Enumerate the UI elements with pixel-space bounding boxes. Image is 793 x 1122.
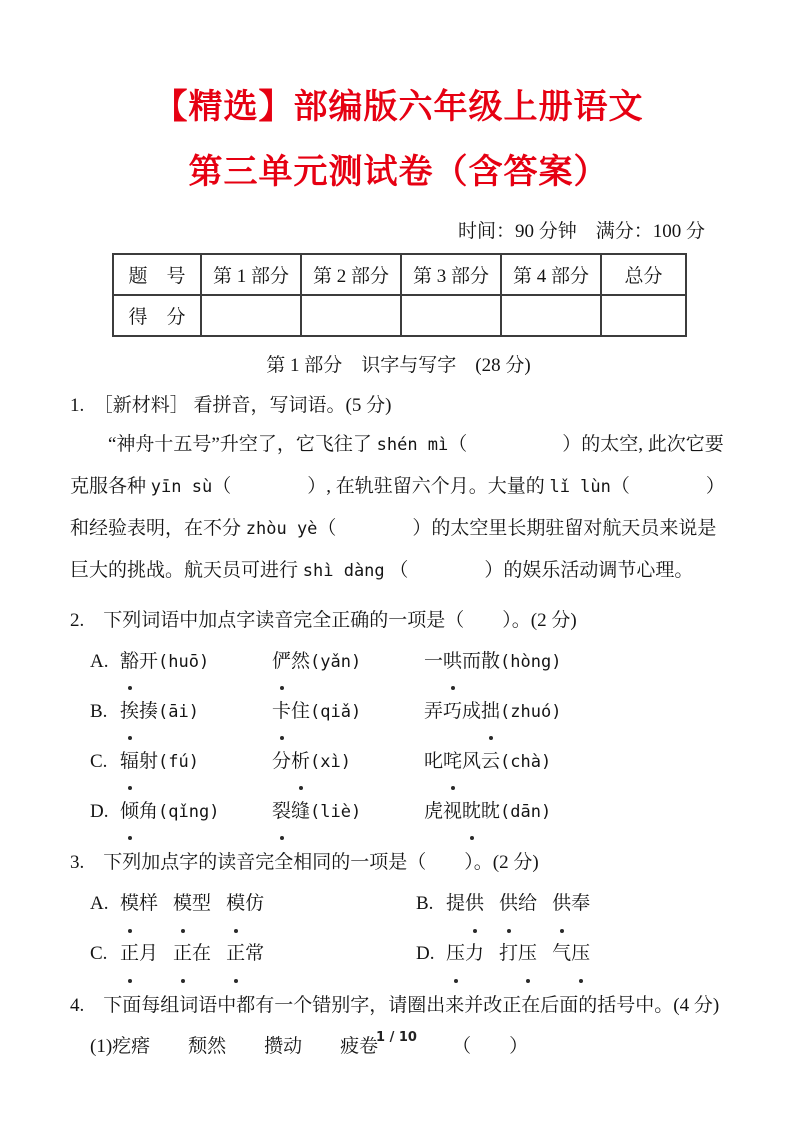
paper-title-line1: 【精选】部编版六年级上册语文	[153, 89, 644, 126]
question3-option-c	[90, 931, 416, 977]
score-table-header-row	[113, 254, 686, 295]
dotted-word: 裂缝(liè)	[272, 790, 424, 834]
question3-stem: 3. 下列加点字的读音完全相同的一项是（ ）。(2 分)	[70, 852, 539, 874]
section1-heading: 第 1 部分 识字与写字 (28 分)	[266, 355, 531, 377]
score-cell-part4	[501, 295, 601, 336]
dotted-word: 正在	[173, 943, 211, 964]
score-table-header-part2: 第 2 部分	[301, 254, 401, 295]
pinyin-hint: shì dàng	[302, 560, 385, 581]
passage-text: （ ）的太空, 此次它要	[448, 433, 724, 455]
question3-option-d	[416, 931, 605, 977]
passage-text: （ ）, 在轨驻留六个月。大量的	[212, 475, 550, 497]
score-table-header-part3: 第 3 部分	[401, 254, 501, 295]
option-label: C.	[90, 942, 108, 964]
passage-text: “神舟十五号”升空了，它飞往了	[108, 433, 377, 455]
option-label: B.	[416, 892, 434, 914]
score-table-header-part1: 第 1 部分	[201, 254, 301, 295]
question2-stem: 2. 下列词语中加点字读音完全正确的一项是（ ）。(2 分)	[70, 609, 577, 631]
pinyin-hint: shén mì	[376, 434, 449, 455]
score-cell-total	[601, 295, 686, 336]
score-table	[112, 253, 687, 337]
dotted-word: 一哄而散(hòng)	[424, 640, 561, 684]
paper-title-line2: 第三单元测试卷（含答案）	[188, 154, 609, 192]
dotted-word: 豁开(huō)	[120, 640, 272, 684]
score-table-score-row	[113, 295, 686, 336]
question3-option-b	[416, 881, 605, 927]
pinyin: (dān)	[500, 802, 552, 823]
pinyin: (zhuó)	[500, 702, 562, 723]
dotted-word: 正月	[120, 943, 158, 964]
dotted-word: 弄巧成拙(zhuó)	[424, 690, 561, 734]
item-words: 疙瘩 颓然 攒动 疲卷	[112, 1036, 379, 1058]
score-cell-part1	[201, 295, 301, 336]
option-label: C.	[90, 751, 108, 773]
dotted-word: 俨然(yǎn)	[272, 640, 424, 684]
question1-stem: 1. ［新材料］ 看拼音，写词语。(5 分)	[70, 395, 392, 417]
passage-text: （ ）的太空里长期驻留对航天员来说是	[317, 517, 717, 539]
pinyin: (liè)	[310, 802, 362, 823]
option-label: D.	[416, 942, 435, 964]
dotted-word: 提供	[446, 893, 484, 914]
score-table-header-part4: 第 4 部分	[501, 254, 601, 295]
dotted-word: 供奉	[552, 893, 590, 914]
answer-blank: （ ）	[452, 1036, 529, 1058]
passage-line	[70, 466, 727, 508]
dotted-word: 叱咤风云(chà)	[424, 740, 551, 784]
question2-option-a	[90, 640, 727, 684]
passage-text: 和经验表明，在不分	[70, 517, 246, 539]
question2-option-b	[90, 690, 727, 734]
dotted-word: 打压	[499, 943, 537, 964]
dotted-word: 挨揍(āi)	[120, 690, 272, 734]
pinyin: (qǐng)	[158, 802, 220, 823]
dotted-word: 模仿	[226, 893, 264, 914]
score-cell-part2	[301, 295, 401, 336]
option-label: B.	[90, 701, 108, 723]
pinyin: (yǎn)	[310, 652, 362, 673]
item-number: (1)	[90, 1036, 113, 1058]
dotted-word: 模样	[120, 893, 158, 914]
passage-line	[70, 550, 727, 592]
pinyin: (hòng)	[500, 652, 562, 673]
pinyin-hint: zhòu yè	[245, 518, 318, 539]
passage-line	[70, 508, 727, 550]
dotted-word: 模型	[173, 893, 211, 914]
option-label: A.	[90, 892, 109, 914]
option-label: D.	[90, 801, 109, 823]
time-score-info: 时间：90 分钟 满分：100 分	[457, 221, 705, 243]
dotted-word: 倾角(qǐng)	[120, 790, 272, 834]
page-number: 1 / 10	[376, 1030, 417, 1045]
question3-option-a	[90, 881, 416, 927]
passage-text: 巨大的挑战。航天员可进行	[70, 559, 303, 581]
pinyin: (āi)	[158, 702, 199, 723]
question2-option-c	[90, 740, 727, 784]
score-table-header-question-no: 题 号	[113, 254, 201, 295]
pinyin: (chà)	[500, 752, 552, 773]
dotted-word: 虎视眈眈(dān)	[424, 790, 551, 834]
question3-options-row1	[90, 881, 727, 927]
dotted-word: 压力	[446, 943, 484, 964]
question1-passage	[70, 424, 727, 592]
pinyin: (fú)	[158, 752, 199, 773]
question4-stem: 4. 下面每组词语中都有一个错别字，请圈出来并改正在后面的括号中。(4 分)	[70, 994, 720, 1016]
score-table-score-label: 得 分	[113, 295, 201, 336]
score-cell-part3	[401, 295, 501, 336]
dotted-word: 卡住(qiǎ)	[272, 690, 424, 734]
score-table-header-total: 总分	[601, 254, 686, 295]
passage-text: 克服各种	[70, 475, 151, 497]
pinyin-hint: yīn sù	[150, 476, 213, 497]
question3-options-row2	[90, 931, 727, 977]
passage-line	[70, 424, 727, 466]
pinyin: (qiǎ)	[310, 702, 362, 723]
question2-option-d	[90, 790, 727, 834]
pinyin: (huō)	[158, 652, 210, 673]
passage-text: （ ）	[610, 475, 725, 497]
dotted-word: 分析(xì)	[272, 740, 424, 784]
passage-text: （ ）的娱乐活动调节心理。	[384, 559, 694, 581]
pinyin: (xì)	[310, 752, 351, 773]
pinyin-hint: lǐ lùn	[549, 476, 611, 497]
dotted-word: 正常	[226, 943, 264, 964]
dotted-word: 气压	[552, 943, 590, 964]
dotted-word: 供给	[499, 893, 537, 914]
dotted-word: 辐射(fú)	[120, 740, 272, 784]
option-label: A.	[90, 651, 109, 673]
